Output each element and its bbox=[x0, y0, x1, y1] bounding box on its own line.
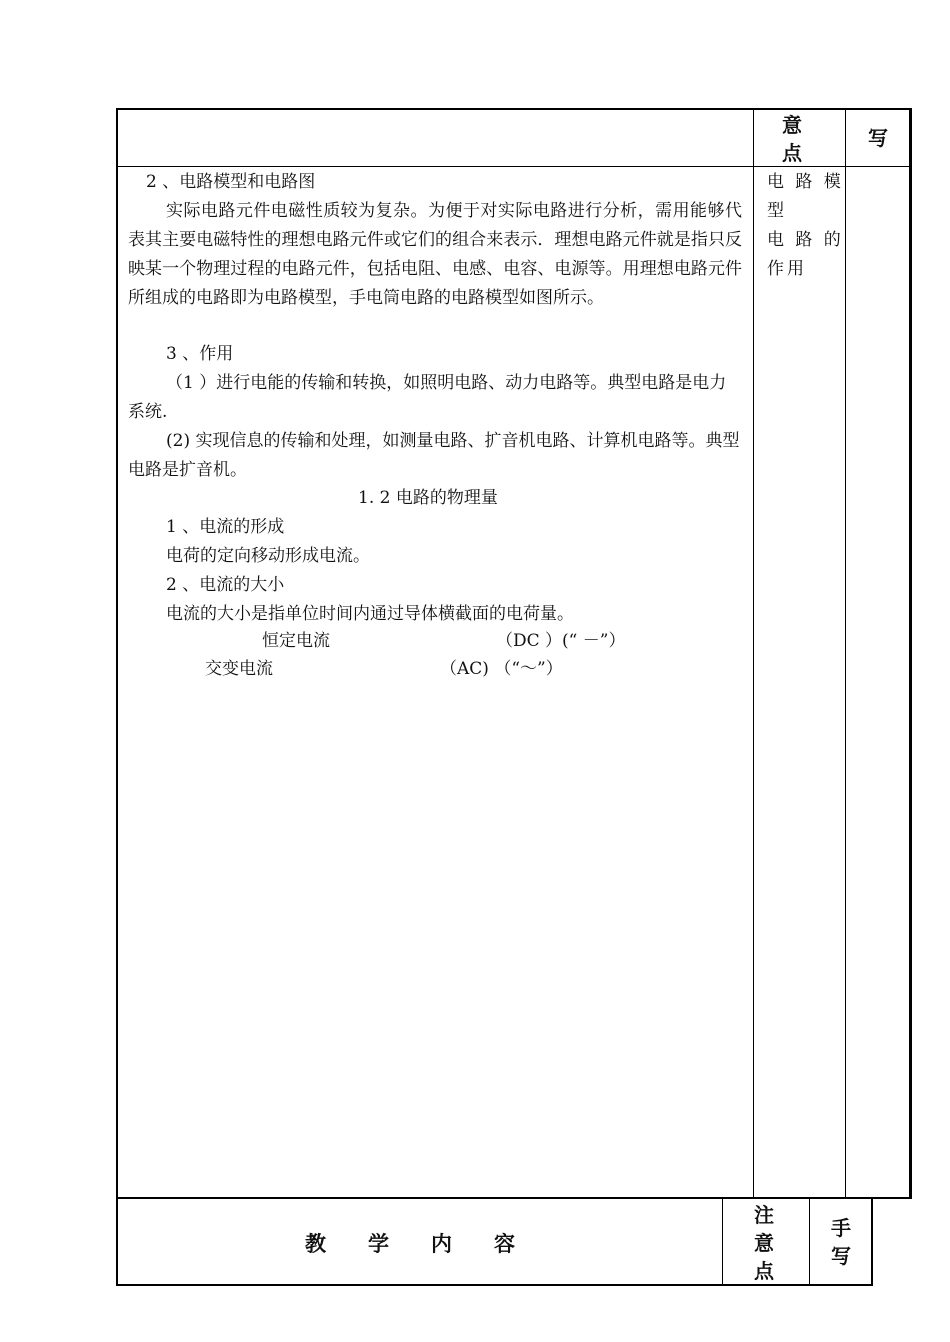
table-border-top bbox=[116, 108, 911, 110]
note-line-3: 电 路 的 bbox=[767, 230, 844, 250]
ac-symbol: （AC) （“～”） bbox=[440, 659, 563, 679]
footer-border-right bbox=[871, 1197, 873, 1286]
item-1-title: 1 、电流的形成 bbox=[166, 517, 285, 537]
footer-note-divider bbox=[722, 1197, 723, 1286]
note-line-1: 电 路 模 bbox=[767, 172, 844, 192]
footer-content-label: 教 学 内 容 bbox=[305, 1231, 515, 1256]
item-2-text: 电流的大小是指单位时间内通过导体横截面的电荷量。 bbox=[166, 604, 574, 624]
table-border-right bbox=[909, 108, 912, 1198]
footer-write-divider bbox=[809, 1197, 810, 1286]
note-line-2: 型 bbox=[767, 201, 787, 221]
dc-symbol: （DC ）(“ －”） bbox=[496, 631, 626, 651]
footer-border-top bbox=[116, 1197, 912, 1199]
header-note-cell: 意 点 bbox=[782, 113, 802, 165]
header-write-cell: 写 bbox=[868, 126, 888, 150]
section-1-2-title: 1. 2 电路的物理量 bbox=[358, 488, 498, 508]
section-3-item-1: （1 ）进行电能的传输和转换，如照明电路、动力电路等。典型电路是电力系统. bbox=[128, 373, 727, 422]
ac-label: 交变电流 bbox=[205, 659, 273, 679]
table-border-left bbox=[116, 108, 118, 1286]
note-line-4: 作用 bbox=[767, 259, 807, 279]
footer-note-label: 注 意 点 bbox=[754, 1203, 774, 1283]
notes-column-divider bbox=[753, 108, 754, 1198]
section-3-item-2: (2) 实现信息的传输和处理，如测量电路、扩音机电路、计算机电路等。典型电路是扩音机。 bbox=[128, 431, 740, 480]
item-1-text: 电荷的定向移动形成电流。 bbox=[166, 546, 370, 566]
section-2-paragraph: 实际电路元件电磁性质较为复杂。为便于对实际电路进行分析，需用能够代表其主要电磁特性的理想电路元件或它们的组合来表示．理想电路元件就是指只反映某一个物理过程的电路元件，包括电阻、电感、电容、电源等。用理想电路元件所组成的电路即为电路模型，手电筒电路的电路模型如图所示。 bbox=[128, 201, 742, 308]
section-2-title: 2 、电路模型和电路图 bbox=[146, 172, 316, 192]
footer-write-label: 手 写 bbox=[831, 1216, 851, 1268]
section-3-title: 3 、作用 bbox=[166, 344, 234, 364]
dc-label: 恒定电流 bbox=[262, 631, 330, 651]
write-column-divider bbox=[845, 108, 846, 1198]
item-2-title: 2 、电流的大小 bbox=[166, 575, 285, 595]
